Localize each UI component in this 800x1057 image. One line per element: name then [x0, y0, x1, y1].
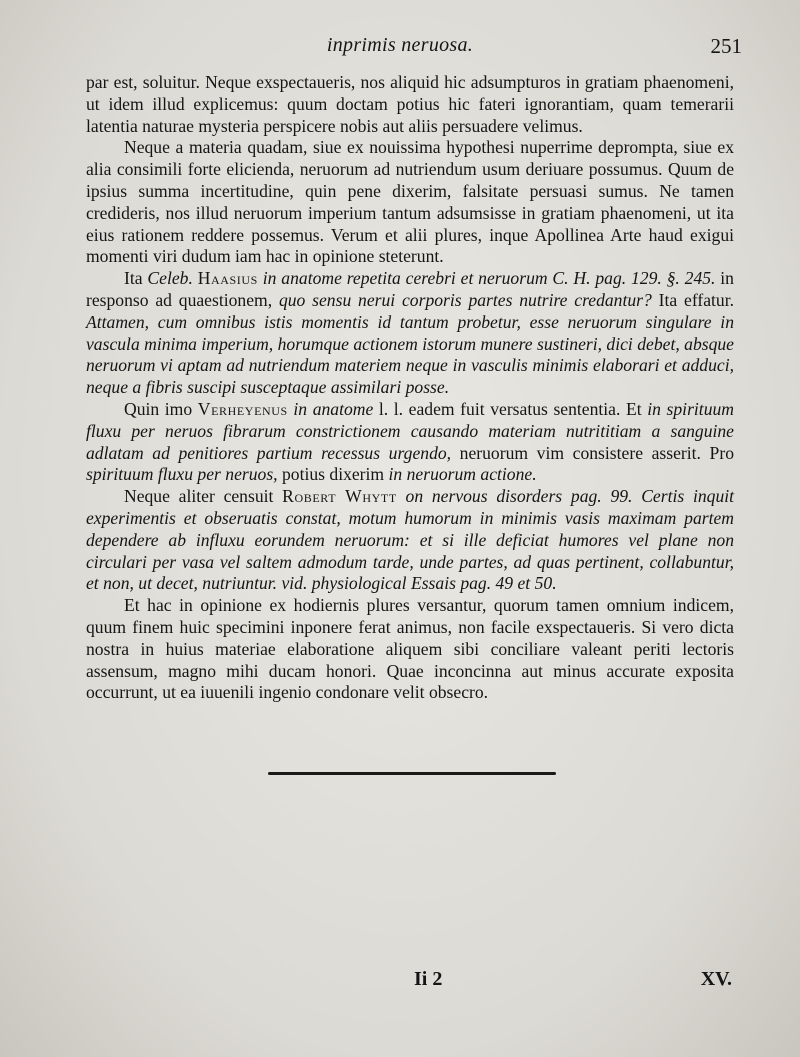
paragraph-4	[86, 399, 734, 486]
paragraph-6: Et hac in opinione ex hodiernis plures versantur, quorum tamen omnium indicem, quum finem huic specimini inponere ferat animus, non facile exspectaueris. Si vero dicta nostra in huius materiae elaboratione aliquem sibi conciliare valeant periti lectoris assensum, magno mihi ducam honori. Quae inconcinna aut minus accurate exposita occurrunt, ut ea iuuenili ingenio condonare velit obsecro.	[86, 595, 734, 703]
p3-celeb: Celeb.	[147, 268, 193, 289]
paragraph-5	[86, 486, 734, 595]
signature-mark: Ii 2	[414, 968, 443, 990]
paragraph-3	[86, 268, 734, 399]
p4-phrase-i: in neruorum actione.	[388, 464, 537, 485]
p3-question: quo sensu nerui corporis partes nutrire credantur?	[278, 289, 652, 310]
p4-text-h: potius dixerim	[281, 464, 385, 485]
running-head: inprimis neruosa.	[326, 34, 474, 56]
p5-text-a: Neque aliter censuit	[124, 486, 274, 507]
page-header	[0, 30, 800, 60]
p3-text-e: in responso ad quaestionem,	[86, 268, 734, 310]
page-footer	[0, 968, 800, 998]
p5-author-whytt: Robert Whytt	[282, 486, 397, 507]
p3-text-a: Ita	[124, 268, 143, 289]
p4-quotation: in spirituum fluxu per neruos fibrarum constrictionem causando materiam nutrititiam a sanguine adlatam ad penitiores partium recessus urgendo,	[86, 398, 734, 463]
page-number: 251	[710, 34, 742, 58]
p3-citation: in anatome repetita cerebri et neruorum C. H. pag. 129. §. 245.	[262, 268, 716, 289]
p4-citation: in anatome	[293, 398, 374, 419]
body-text	[86, 72, 734, 704]
p3-author-haasius: Haasius	[197, 268, 258, 289]
paragraph-2: Neque a materia quadam, siue ex nouissima hypothesi nuperrime deprompta, siue ex alia consimili forte elicienda, neruorum ad nutriendum usum deriuare possumus. Quum de ipsius summa incertitudine, quin pene dixerim, falsitate persuasi sumus. Ne tamen credideris, nos illud neruorum imperium tantum adsumsisse in gratiam phaenomeni, ut ita eius rationem reddere possemus. Verum et alii plures, inque Apollinea Arte haud exigui momenti viri dudum iam hac in opinione steterunt.	[86, 137, 734, 267]
p4-author-verheyenus: Verheyenus	[197, 398, 288, 419]
p4-text-a: Quin imo	[124, 398, 193, 419]
closing-rule	[268, 772, 556, 775]
p5-quotation: on nervous disorders pag. 99. Certis inquit experimentis et obseruatis constat, motum humorum in minimis vasis maximam partem dependere ab influxu eorundem neruorum: et si ille deficiat humores vel plane non circulari per vasa vel saltem admodum tarde, unde partes, ad quas pertinent, collabuntur, et non, ut decet, nutriuntur. vid. physiological Essais pag. 49 et 50.	[86, 486, 735, 594]
p4-text-f: neruorum vim consistere asserit. Pro	[459, 442, 734, 463]
p3-text-g: Ita effatur.	[658, 289, 734, 310]
p4-phrase-g: spirituum fluxu per neruos,	[86, 464, 278, 485]
catchword: XV.	[700, 968, 732, 990]
p3-quotation: Attamen, cum omnibus istis momentis id tantum probetur, esse neruorum singulare in vascula minima imperium, horumque actionem istorum munere sustineri, dici debet, absque neruorum vi aptam ad nutriendum materiem neque in vasculis minimis elaborari et adduci, neque a fibris suscipi susceptaque assimilari posse.	[86, 311, 734, 398]
paragraph-1: par est, soluitur. Neque exspectaueris, nos aliquid hic adsumpturos in gratiam phaenomeni, ut idem illud explicemus: quum doctam potius hic fateri ignorantiam, quam temerarii latentia naturae mysteria perspicere nobis aut aliis persuadere velimus.	[86, 72, 734, 136]
p4-text-d: l. l. eadem fuit versatus sententia. Et	[378, 398, 642, 419]
